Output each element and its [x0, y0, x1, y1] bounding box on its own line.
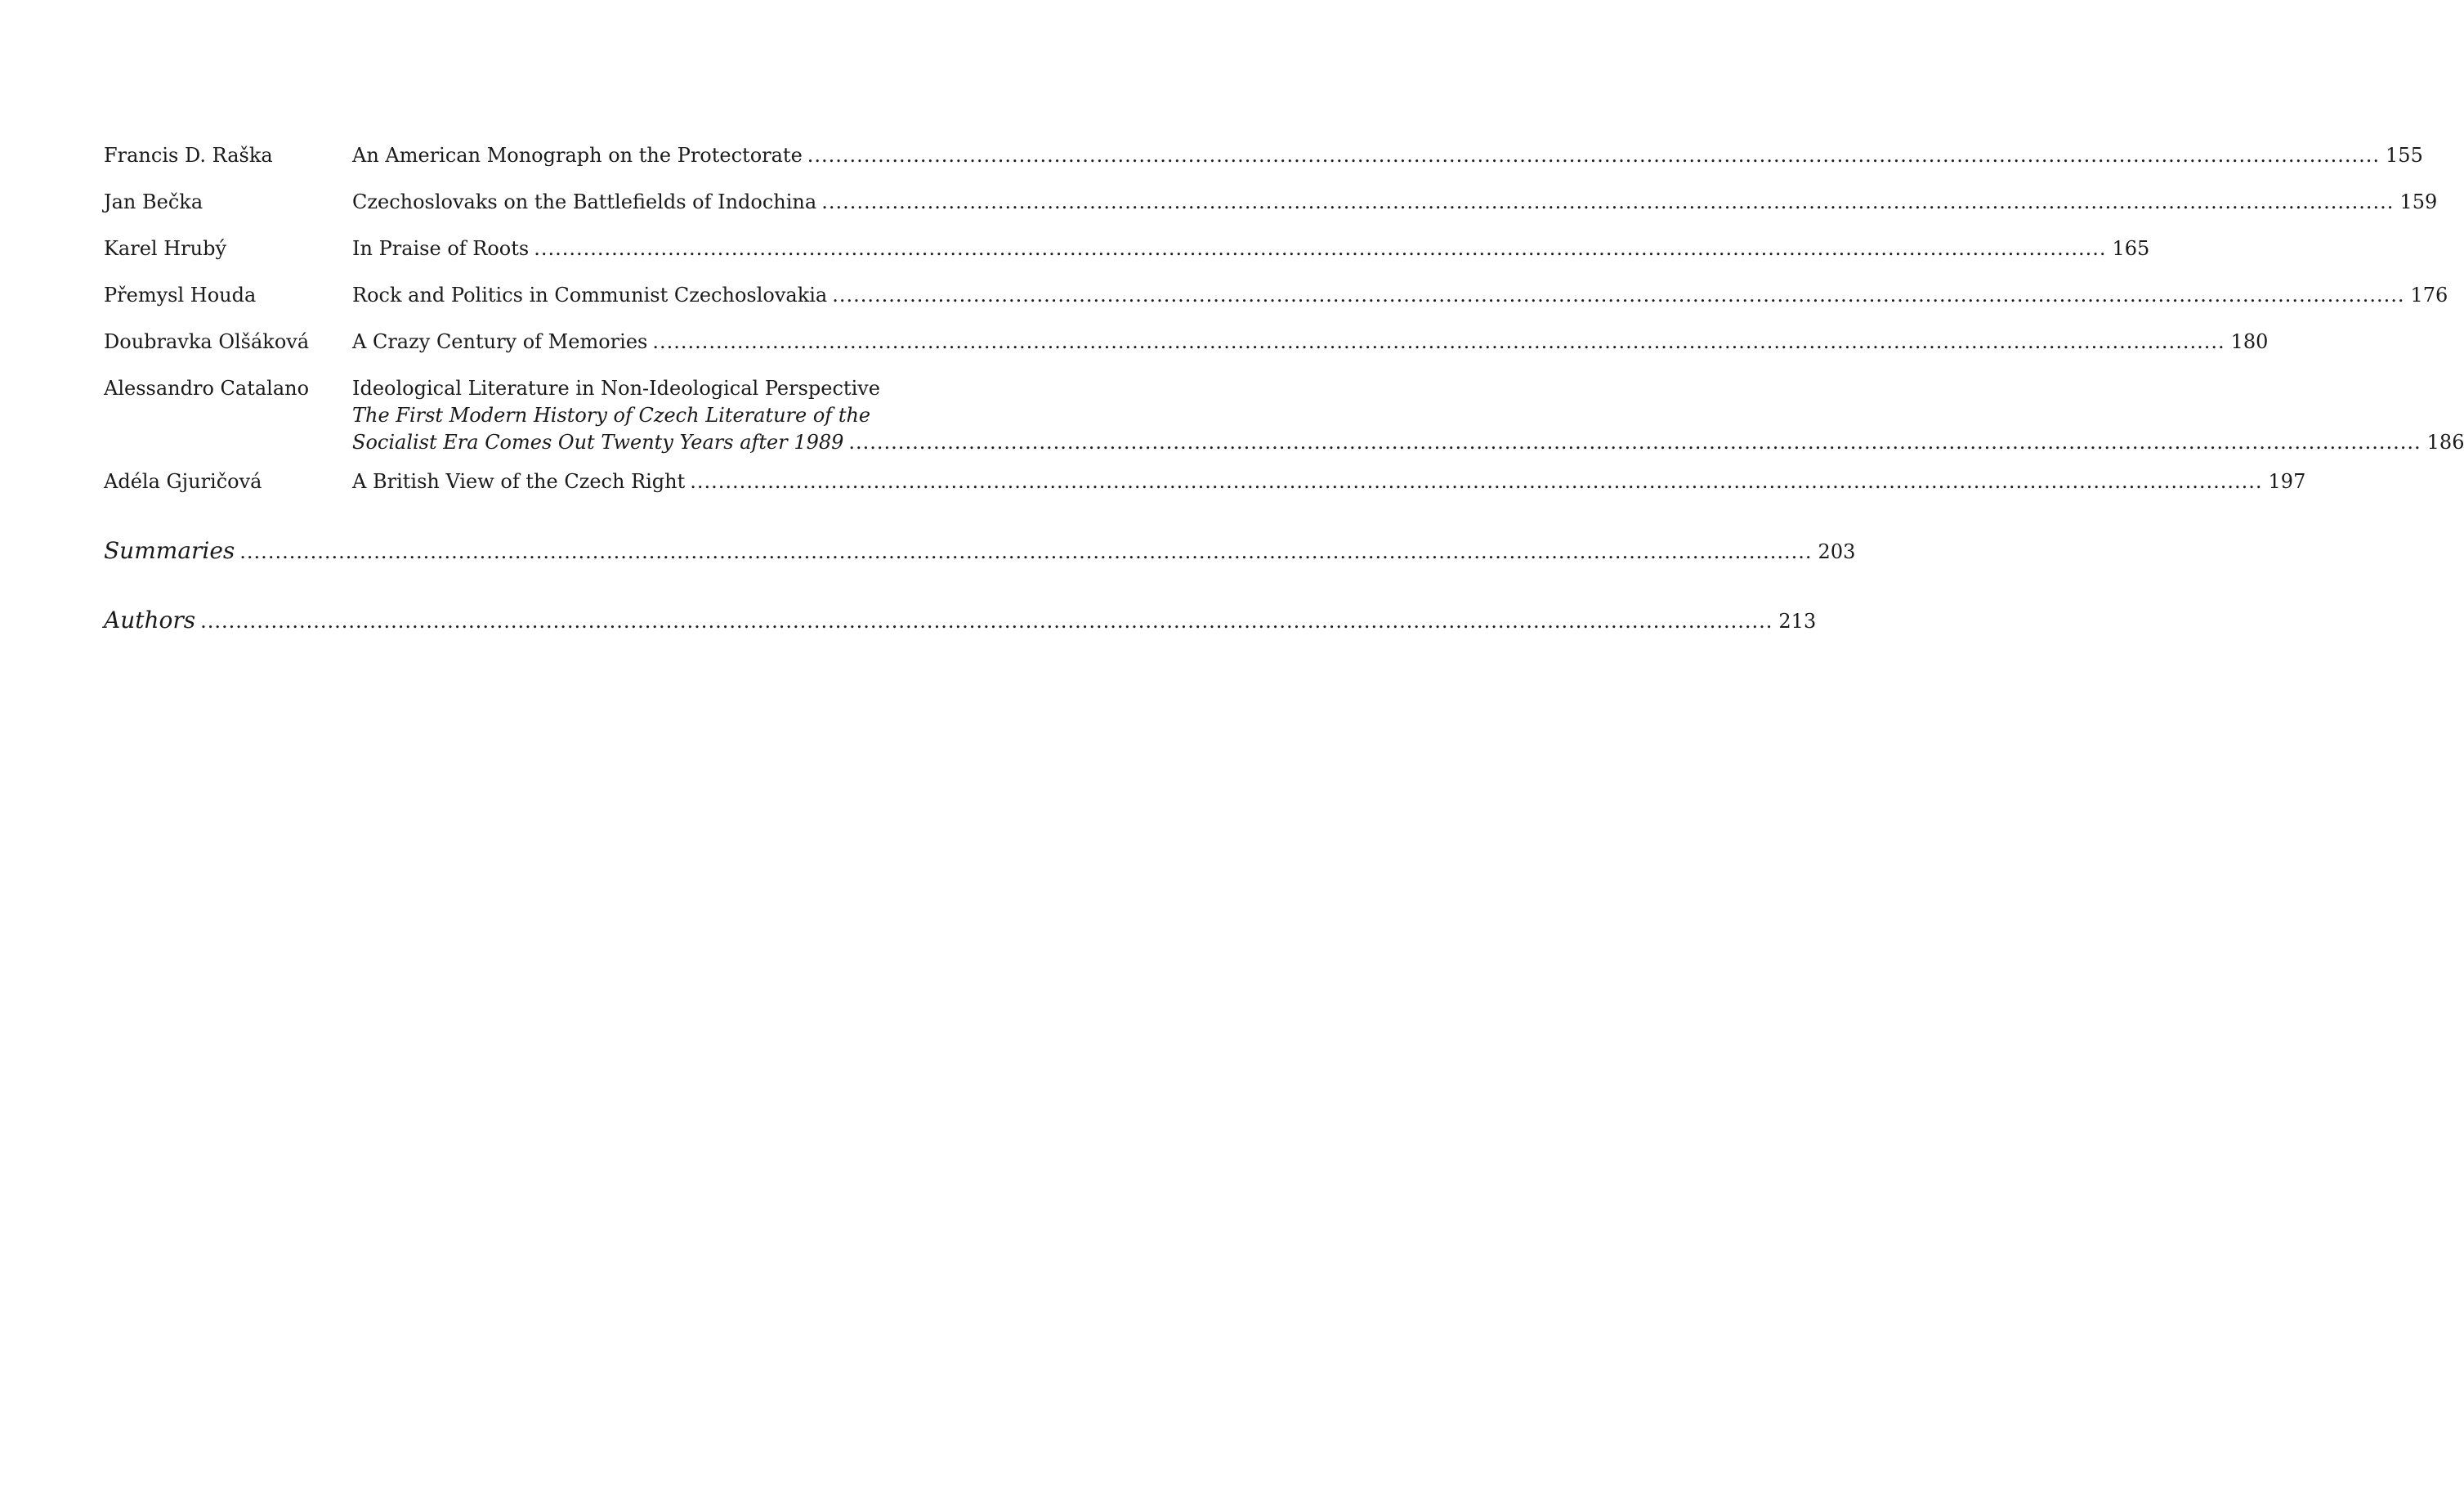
- toc-section-authors: [104, 605, 1817, 637]
- entry-title: Czechoslovaks on the Battlefields of Indochina: [352, 190, 817, 213]
- entry-title-block: [352, 468, 2306, 495]
- entry-line: [352, 142, 2423, 169]
- page-number: 197: [2268, 470, 2306, 493]
- toc-section-summaries: [104, 535, 1856, 567]
- page-number: 180: [2230, 330, 2269, 353]
- entry-subtitle: The First Modern History of Czech Literature of the: [352, 404, 871, 427]
- dot-leader: ...............................................................................................................................................................................................................................: [690, 470, 2263, 493]
- entry-line: [352, 429, 2464, 456]
- page-number: 176: [2410, 284, 2448, 307]
- entry-author: Jan Bečka: [104, 190, 203, 213]
- entry-title: Rock and Politics in Communist Czechoslovakia: [352, 284, 828, 307]
- dot-leader: ...............................................................................................................................................................................................................................: [534, 237, 2107, 260]
- dot-leader: ...............................................................................................................................................................................................................................: [652, 330, 2225, 353]
- entry-line: [352, 189, 2438, 216]
- entry-title-block: [352, 329, 2269, 356]
- entry-line: [352, 375, 903, 402]
- entry-author: Doubravka Olšáková: [104, 330, 310, 353]
- page-number: 213: [1778, 610, 1817, 633]
- entry-author: Karel Hrubý: [104, 237, 226, 260]
- entry-author: Přemysl Houda: [104, 284, 257, 307]
- entry-line: [352, 468, 2306, 495]
- entry-title: An American Monograph on the Protectorate: [352, 144, 803, 167]
- entry-author: Adéla Gjuričová: [104, 470, 262, 493]
- page-number: 203: [1818, 540, 1856, 563]
- entry-title-block: [352, 142, 2423, 169]
- dot-leader: ...............................................................................................................................................................................................................................: [807, 144, 2381, 167]
- section-line: [104, 605, 1817, 637]
- entry-author: Francis D. Raška: [104, 144, 273, 167]
- entry-title-block: [352, 189, 2438, 216]
- entry-author: Alessandro Catalano: [104, 377, 310, 400]
- entry-title-block: [352, 235, 2150, 262]
- entry-title: A British View of the Czech Right: [352, 470, 686, 493]
- dot-leader: ...............................................................................................................................................................................................................................: [200, 610, 1773, 633]
- entry-line: [352, 329, 2269, 356]
- page-number: 165: [2112, 237, 2150, 260]
- section-title: Authors: [104, 607, 196, 634]
- page-number: 186: [2426, 431, 2464, 454]
- dot-leader: ...............................................................................................................................................................................................................................: [821, 190, 2395, 213]
- entry-subtitle: Socialist Era Comes Out Twenty Years after 1989: [352, 431, 844, 454]
- entry-title: Ideological Literature in Non-Ideological Perspective: [352, 377, 881, 400]
- page-number: 155: [2386, 144, 2423, 167]
- entry-title: A Crazy Century of Memories: [352, 330, 648, 353]
- dot-leader: ...............................................................................................................................................................................................................................: [832, 284, 2405, 307]
- dot-leader: ...............................................................................................................................................................................................................................: [239, 540, 1813, 563]
- entry-line: [352, 282, 2448, 309]
- entry-title: In Praise of Roots: [352, 237, 530, 260]
- entry-line: [352, 235, 2150, 262]
- entry-line: [352, 402, 903, 429]
- page-number: 159: [2399, 190, 2438, 213]
- entry-title-block: [352, 375, 2464, 456]
- section-line: [104, 535, 1856, 567]
- section-title: Summaries: [104, 537, 235, 564]
- entry-title-block: [352, 282, 2448, 309]
- dot-leader: ...............................................................................................................................................................................................................................: [848, 431, 2422, 454]
